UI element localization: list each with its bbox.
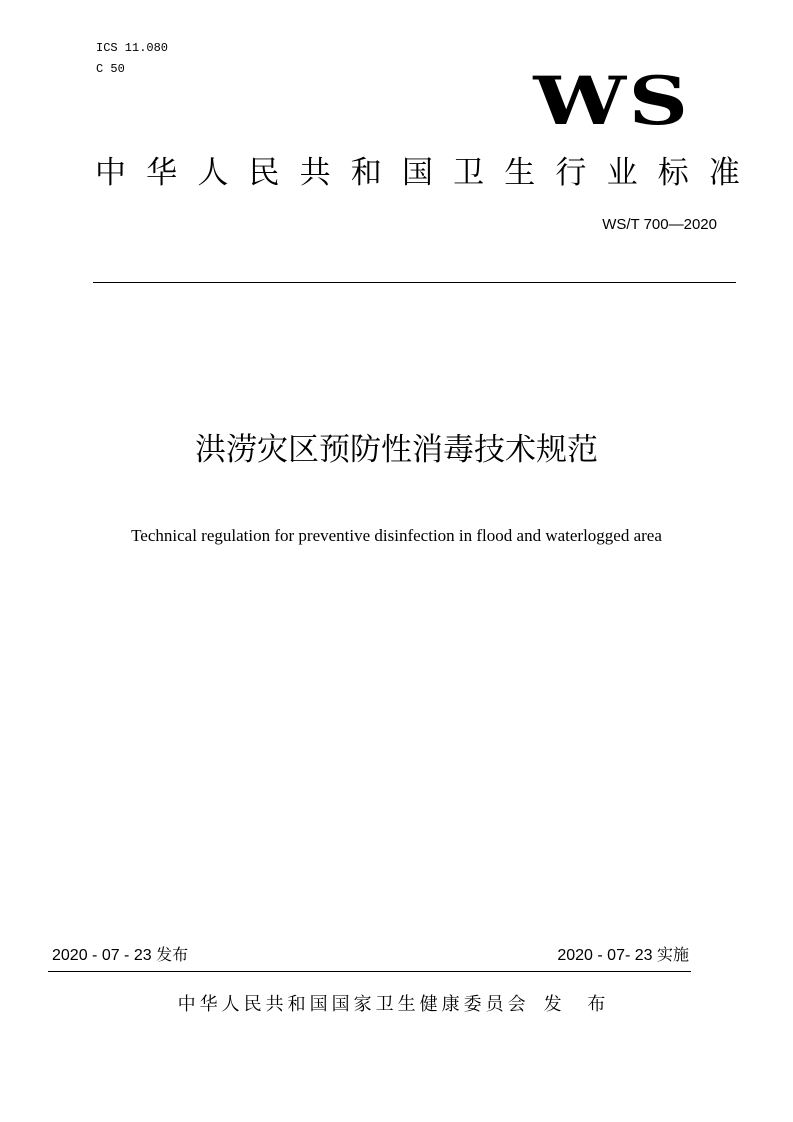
document-subtitle-english: Technical regulation for preventive disinfection in flood and waterlogged area	[131, 526, 662, 545]
implementation-date: 2020 - 07- 23 实施	[557, 947, 689, 964]
industry-title-char: 民	[248, 155, 280, 191]
issue-date: 2020 - 07 - 23 发布	[52, 947, 189, 964]
industry-title-char: 标	[657, 155, 689, 191]
ws-logo: WS	[533, 62, 691, 140]
industry-title-char: 人	[197, 155, 229, 191]
industry-title-char: 华	[146, 155, 178, 191]
bottom-divider	[48, 971, 691, 972]
industry-title-char: 国	[401, 155, 433, 191]
industry-title-char: 准	[708, 155, 740, 191]
industry-title-char: 中	[95, 155, 126, 191]
industry-title-char: 生	[504, 155, 536, 191]
industry-title-char: 卫	[453, 155, 485, 191]
industry-standard-title	[95, 152, 740, 194]
publish-action: 发 布	[543, 994, 616, 1015]
industry-title-char: 业	[606, 155, 638, 191]
ccs-code: C 50	[96, 62, 125, 76]
standard-number: WS/T 700—2020	[602, 216, 717, 233]
document-title: 洪涝灾区预防性消毒技术规范	[195, 432, 598, 468]
industry-title-char: 和	[350, 155, 382, 191]
publisher-name: 中华人民共和国国家卫生健康委员会	[177, 994, 530, 1015]
publisher-line	[0, 992, 793, 1018]
industry-title-char: 共	[299, 155, 331, 191]
ics-code: ICS 11.080	[96, 41, 169, 55]
industry-title-char: 行	[555, 155, 587, 191]
top-divider	[93, 282, 736, 283]
